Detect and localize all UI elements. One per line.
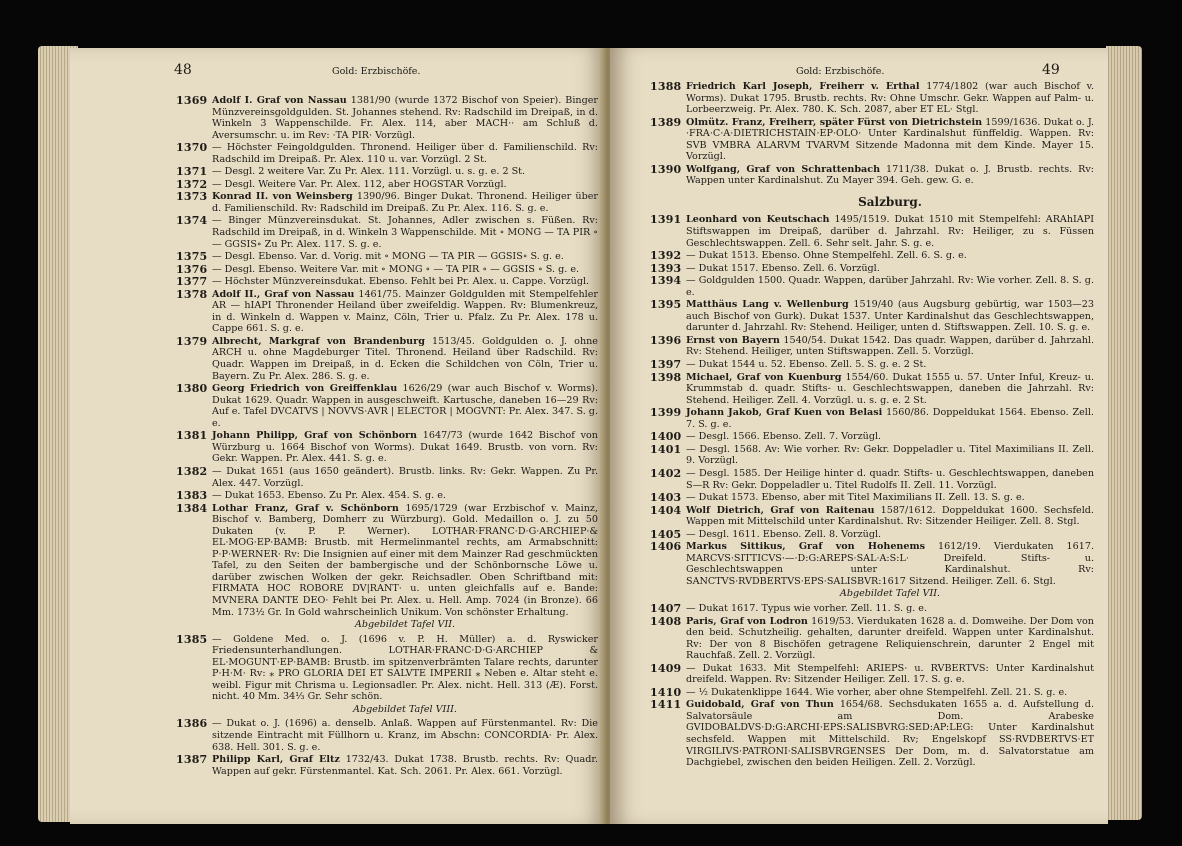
entry-number: 1388 (650, 80, 682, 93)
entry-text: — Desgl. 1568. Av: Wie vorher. Rv: Gekr. Doppeladler u. Titel Maximilians II. Zell. 9. Vorzügl. (686, 443, 1094, 467)
catalog-entry (176, 215, 598, 250)
entry-title: Markus Sittikus, Graf von Hohenems (686, 541, 926, 553)
entry-number: 1375 (176, 250, 208, 264)
plate-caption: Abgebildet Tafel VII. (839, 588, 941, 600)
entry-number: 1395 (650, 298, 682, 312)
entry-number: 1378 (176, 287, 208, 301)
catalog-entry (650, 250, 1094, 262)
entry-number: 1403 (650, 491, 682, 505)
entry-text: 1626/29 (war auch Bischof v. Worms). Dukat 1629. Quadr. Wappen in ausgeschweift. Kartusche, daneben 16—29 Rv: Auf e. Tafel DVCATVS | NOVVS·AVR | ELECTOR | MOGVNT: Pr. Alex. 347. S. g. e. (212, 383, 599, 429)
entry-text: 1390/96. Binger Dukat. Thronend. Heiliger über d. Familienschild. Rv: Radschild im Dreipaß. Zu Pr. Alex. 116. S. g. e. (212, 191, 598, 214)
entry-text: — Desgl. 2 weitere Var. Zu Pr. Alex. 111. Vorzügl. u. s. g. e. 2 St. (212, 166, 526, 178)
entry-text: — Dukat 1633. Mit Stempelfehl: ARIEPS· u. RVBERTVS: Unter Kardinalshut dreifeld. Wappen. Rv: Sitzender Heiliger. Zell. 17. S. g. e. (686, 662, 1094, 686)
entry-title: Wolf Dietrich, Graf von Raitenau (686, 504, 875, 516)
entry-number: 1406 (650, 540, 682, 554)
catalog-entry (650, 687, 1094, 699)
entry-number: 1410 (650, 685, 682, 699)
catalog-entry (176, 276, 598, 288)
entry-text: 1540/54. Dukat 1542. Das quadr. Wappen, darüber d. Jahrzahl. Rv: Stehend. Heiliger, unten Stiftswappen. Zell. 5. Vorzügl. (686, 334, 1094, 358)
entry-number: 1390 (650, 162, 682, 176)
entry-title: Olmütz. Franz, Freiherr, später Fürst von Dietrichstein (686, 116, 983, 128)
catalog-entry (650, 603, 1094, 615)
catalog-entry (176, 95, 598, 141)
entry-number: 1387 (176, 753, 208, 767)
plate-caption: Abgebildet Tafel VIII. (353, 703, 457, 715)
entry-number: 1389 (650, 115, 682, 129)
entry-title: Konrad II. von Weinsberg (212, 191, 353, 203)
entry-title: Leonhard von Keutschach (686, 214, 830, 226)
catalog-entry (176, 289, 598, 335)
catalog-entry (650, 214, 1094, 249)
entry-text: 1599/1636. Dukat o. J. ·FRA·C·A·DIETRICHSTAIN·EP·OLO· Unter Kardinalshut fünffeldig. Wappen. Rv: SVB VMBRA ALARVM TVARVM Sitzende Madonna mit dem Kinde. Mayer 15. Vorzügl. (686, 116, 1094, 163)
entry-text: 1619/53. Vierdukaten 1628 a. d. Domweihe. Der Dom von den beid. Schutzheilig. gehalten, darunter dreifeld. Wappen unter Kardinalshut. Rv: Der von 8 Bischöfen getragene Reliquienschrein, darunter 2 Engel mit Rauchfaß. Zell. 2. Vorzügl. (686, 615, 1094, 662)
entry-text: — Dukat 1573. Ebenso, aber mit Titel Maximilians II. Zell. 13. S. g. e. (686, 492, 1025, 504)
entry-title: Matthäus Lang v. Wellenburg (686, 299, 849, 311)
catalog-entry (650, 492, 1094, 504)
catalog-entry (176, 466, 598, 489)
entry-number: 1402 (650, 466, 682, 480)
catalog-entry (176, 264, 598, 276)
entry-title: Georg Friedrich von Greiffenklau (212, 383, 398, 395)
entry-number: 1386 (176, 717, 208, 731)
entry-number: 1394 (650, 274, 682, 288)
catalog-entry (650, 468, 1094, 491)
right-page (610, 48, 1108, 824)
entry-title: Lothar Franz, Graf v. Schönborn (212, 502, 399, 514)
catalog-entry (176, 490, 598, 502)
entry-number: 1382 (176, 464, 208, 478)
left-page (70, 48, 606, 824)
entry-number: 1373 (176, 190, 208, 204)
left-entries (176, 95, 598, 778)
page-edges-right (1106, 46, 1142, 820)
entry-number: 1397 (650, 358, 682, 372)
catalog-entry (176, 336, 598, 382)
entry-number: 1374 (176, 214, 208, 228)
entry-text: — ¹⁄₂ Dukatenklippe 1644. Wie vorher, aber ohne Stempelfehl. Zell. 21. S. g. e. (686, 686, 1068, 698)
entry-text: — Binger Münzvereinsdukat. St. Johannes, Adler zwischen s. Füßen. Rv: Radschild im Dreipaß, in d. Winkeln 3 Wappenschilde. Mit ∘ MONG — TA PIR ∘ — GGSIS∘ Zu Pr. Alex. 117. S. g. e. (212, 215, 598, 250)
entry-text: — Desgl. Weitere Var. Pr. Alex. 112, aber HOGSTAR Vorzügl. (212, 178, 507, 190)
right-entries (650, 81, 1094, 770)
catalog-entry (176, 754, 598, 777)
entry-title: Friedrich Karl Joseph, Freiherr v. Erthal (686, 81, 920, 92)
entry-number: 1408 (650, 614, 682, 628)
plate-caption: Abgebildet Tafel VII. (354, 619, 456, 631)
catalog-entry (650, 444, 1094, 467)
entry-title: Johann Jakob, Graf Kuen von Belasi (686, 407, 883, 419)
entry-number: 1383 (176, 489, 208, 503)
catalog-entry (650, 372, 1094, 407)
catalog-entry (176, 191, 598, 214)
entry-text: 1495/1519. Dukat 1510 mit Stempelfehl: ARAhIAPI Stiftswappen im Dreipaß, darüber d. Jahrzahl. Rv: Heiliger, zu s. Füssen Geschlechtswappen. Zell. 6. Sehr selt. Jahr. S. g. e. (686, 214, 1094, 249)
catalog-entry (176, 503, 598, 618)
entry-text: — Höchster Feingoldgulden. Thronend. Heiliger über d. Familienschild. Rv: Radschild im Dreipaß. Pr. Alex. 110 u. var. Vorzügl. 2 St. (212, 142, 598, 165)
entry-text: — Desgl. 1611. Ebenso. Zell. 8. Vorzügl. (686, 528, 882, 540)
catalog-entry (650, 663, 1094, 686)
entry-number: 1384 (176, 501, 208, 515)
entry-number: 1401 (650, 442, 682, 456)
entry-title: Guidobald, Graf von Thun (686, 699, 834, 711)
entry-text: — Desgl. 1585. Der Heilige hinter d. quadr. Stifts- u. Geschlechtswappen, daneben S—R Rv: Gekr. Doppeladler u. Titel Rudolfs II. Zell. 11. Vorzügl. (686, 467, 1094, 491)
entry-number: 1404 (650, 503, 682, 517)
entry-number: 1396 (650, 333, 682, 347)
entry-text: 1647/73 (wurde 1642 Bischof von Würzburg u. 1664 Bischof von Worms). Dukat 1649. Brustb. von vorn. Rv: Gekr. Wappen. Pr. Alex. 441. S. g. e. (212, 430, 598, 465)
catalog-entry (650, 81, 1094, 116)
catalog-entry (650, 616, 1094, 662)
entry-text: — Dukat 1517. Ebenso. Zell. 6. Vorzügl. (686, 262, 880, 274)
entry-number: 1371 (176, 165, 208, 179)
entry-number: 1391 (650, 213, 682, 227)
catalog-entry (650, 505, 1094, 528)
entry-number: 1405 (650, 527, 682, 541)
entry-text: 1774/1802 (war auch Bischof v. Worms). Dukat 1795. Brustb. rechts. Rv: Ohne Umschr. Gekr. Wappen auf Palm- u. Lorbeerzweig. Pr. Alex. 780. K. Sch. 2087, aber ET EL· Stgl. (686, 81, 1094, 116)
entry-text: 1560/86. Doppeldukat 1564. Ebenso. Zell. 7. S. g. e. (686, 407, 1094, 430)
entry-text: 1519/40 (aus Augsburg gebürtig, war 1503—23 auch Bischof von Gurk). Dukat 1537. Unter Kardinalshut das Geschlechtswappen, darunter d. Jahrzahl. Rv: Stehend. Heiliger, unten d. Stiftswappen. Zell. 10. S. g. e. (686, 299, 1094, 334)
entry-title: Philipp Karl, Graf Eltz (212, 754, 340, 766)
entry-text: 1513/45. Goldgulden o. J. ohne ARCH u. ohne Magdeburger Titel. Thronend. Heiland über Radschild. Rv: Quadr. Wappen im Dreipaß, in d. Ecken die Schildchen von Cöln, Trier u. Bayern. Zu Pr. Alex. 286. S. g. e. (212, 335, 598, 382)
entry-text: — Goldgulden 1500. Quadr. Wappen, darüber Jahrzahl. Rv: Wie vorher. Zell. 8. S. g. e. (686, 275, 1094, 298)
right-page-number: 49 (1042, 62, 1060, 78)
entry-text: 1381/90 (wurde 1372 Bischof von Speier). Binger Münzvereinsgoldgulden. St. Johannes stehend. Rv: Radschild im Dreipaß, in d. Winkeln 3 Wappenschilde. Fr. Alex. 114, aber MACH·· am Schluß d. Aversumschr. u. im Rev: ·TA PIR· Vorzügl. (212, 95, 598, 141)
catalog-entry (650, 275, 1094, 298)
catalog-entry (176, 142, 598, 165)
entry-text: — Dukat 1513. Ebenso. Ohne Stempelfehl. Zell. 6. S. g. e. (686, 250, 967, 262)
entry-text: — Dukat 1544 u. 52. Ebenso. Zell. 5. S. g. e. 2 St. (686, 359, 927, 371)
catalog-entry (650, 431, 1094, 443)
left-page-header: Gold: Erzbischöfe. (332, 66, 421, 77)
entry-text: — Goldene Med. o. J. (1696 v. P. H. Müller) a. d. Ryswicker Friedensunterhandlungen. LOTHAR·FRANC·D·G·ARCHIEP & EL·MOGUNT·EP·BAMB: Brustb. im spitzenverbrämten Talare rechts, darunter P·H·M· Rv: ⁎ PRO GLORIA DEI ET SALVTE IMPERII ⁎ Neben e. Altar steht e. weibl. Figur mit Chrisma u. Legionsadler. Pr. Alex. nicht. Hell. 313 (Æ). Forst. nicht. 40 Mm. 34⅓ Gr. Sehr schön. (212, 633, 598, 703)
catalog-entry (176, 634, 598, 703)
entry-number: 1392 (650, 249, 682, 263)
catalog-entry (650, 263, 1094, 275)
catalog-entry (176, 251, 598, 263)
catalog-entry (176, 718, 598, 753)
right-entries-salzburg (650, 214, 1094, 768)
entry-text: 1711/38. Dukat o. J. Brustb. rechts. Rv: Wappen unter Kardinalshut. Zu Mayer 394. Geh. gew. G. e. (686, 163, 1094, 187)
entry-title: Michael, Graf von Kuenburg (686, 371, 842, 383)
entry-title: Adolf II., Graf von Nassau (212, 288, 355, 300)
entry-title: Adolf I. Graf von Nassau (212, 95, 347, 106)
entry-text: — Desgl. Ebenso. Var. d. Vorig. mit ∘ MONG — TA PIR — GGSIS∘ S. g. e. (212, 251, 564, 263)
entry-text: 1732/43. Dukat 1738. Brustb. rechts. Rv: Quadr. Wappen auf gekr. Fürstenmantel. Kat. Sch. 2061. Pr. Alex. 661. Vorzügl. (212, 754, 598, 777)
catalog-entry (650, 164, 1094, 187)
entry-number: 1407 (650, 601, 682, 615)
entry-title: Paris, Graf von Lodron (686, 615, 808, 627)
catalog-entry (176, 430, 598, 465)
entry-number: 1399 (650, 406, 682, 420)
entry-number: 1385 (176, 632, 208, 646)
entry-title: Wolfgang, Graf von Schrattenbach (686, 163, 881, 175)
entry-text: — Dukat 1653. Ebenso. Zu Pr. Alex. 454. S. g. e. (212, 490, 446, 502)
catalog-entry (650, 335, 1094, 358)
entry-number: 1398 (650, 370, 682, 384)
entry-text: 1587/1612. Doppeldukat 1600. Sechsfeld. Wappen mit Mittelschild unter Kardinalshut. Rv: Sitzender Heiliger. Zell. 8. Stgl. (686, 504, 1094, 528)
entry-text: 1461/75. Mainzer Goldgulden mit Stempelfehler AR — hIAPI Thronender Heiland über zweifeldig. Wappen. Rv: Blumenkreuz, in d. Winkeln d. Wappen v. Mainz, Cöln, Trier u. Pfalz. Zu Pr. Alex. 178 u. Cappe 661. S. g. e. (212, 288, 598, 335)
entry-number: 1376 (176, 262, 208, 276)
catalog-entry (176, 383, 598, 429)
entry-text: — Dukat o. J. (1696) a. denselb. Anlaß. Wappen auf Fürstenmantel. Rv: Die sitzende Eintracht mit Füllhorn u. Kranz, im Abschn: CONCORDIA· Pr. Alex. 638. Hell. 301. S. g. e. (212, 718, 598, 753)
entry-number: 1370 (176, 141, 208, 155)
entry-title: Albrecht, Markgraf von Brandenburg (212, 335, 425, 347)
catalog-entry (176, 166, 598, 178)
left-page-number: 48 (174, 62, 192, 78)
catalog-entry (650, 699, 1094, 768)
entry-title: Johann Philipp, Graf von Schönborn (212, 430, 418, 442)
entry-number: 1381 (176, 429, 208, 443)
entry-text: 1654/68. Sechsdukaten 1655 a. d. Aufstellung d. Salvatorsäule am Dom. Arabeske GVIDOBALDVS·D:G:ARCHI·EPS:SALISBVRG:SED:AP:LEG: Unter Kardinalshut sechsfeld. Wappen mit Mittelschild. Rv; Engelskopf SS·RVDBERTVS·ET VIRGILIVS·PATRONI·SALISBVRGENSES Der Dom, m. d. Salvatorstatue am Dachgiebel, zwischen den beiden Heiligen. Zell. 2. Vorzügl. (686, 699, 1094, 769)
entry-number: 1380 (176, 382, 208, 396)
entry-text: — Desgl. Ebenso. Weitere Var. mit ∘ MONG ∘ — TA PIR ∘ — GGSIS ∘ S. g. e. (212, 263, 580, 275)
entry-number: 1379 (176, 334, 208, 348)
entry-text: — Dukat 1651 (aus 1650 geändert). Brustb. links. Rv: Gekr. Wappen. Zu Pr. Alex. 447. Vorzügl. (212, 465, 598, 489)
catalog-entry (650, 407, 1094, 430)
entry-text: 1612/19. Vierdukaten 1617. MARCVS·SITTICVS·—·D:G:AREPS·SAL·A:S:L· Dreifeld. Stifts- u. Geschlechtswappen unter Kardinalshut. Rv: SANCTVS·RVDBERTVS·EPS·SALISBVR:1617 Sitzend. Heiliger. Zell. 6. Stgl. (686, 541, 1094, 587)
catalog-entry (650, 529, 1094, 541)
entry-text: 1554/60. Dukat 1555 u. 57. Unter Inful, Kreuz- u. Krummstab d. quadr. Stifts- u. Geschlechtswappen, daneben die Jahrzahl. Rv: Stehend. Heiliger. Zell. 4. Vorzügl. u. s. g. e. 2 St. (686, 371, 1094, 406)
section-title-salzburg: Salzburg. (858, 194, 922, 209)
catalog-entry (650, 299, 1094, 334)
entry-number: 1369 (176, 94, 208, 107)
entry-number: 1409 (650, 661, 682, 675)
right-page-header: Gold: Erzbischöfe. (796, 66, 885, 77)
catalog-entry (650, 541, 1094, 587)
catalog-entry (650, 117, 1094, 163)
entry-number: 1400 (650, 430, 682, 444)
entry-number: 1393 (650, 261, 682, 275)
entry-text: — Desgl. 1566. Ebenso. Zell. 7. Vorzügl. (686, 431, 882, 443)
entry-text: 1695/1729 (war Erzbischof v. Mainz, Bischof v. Bamberg, Domherr zu Würzburg). Gold. Medaillon o. J. zu 50 Dukaten (v. P. P. Werner). LOTHAR·FRANC·D·G·ARCHIEP·& EL·MOG·EP·BAMB: Brustb. mit Hermelinmantel rechts, am Armabschnitt: P·P·WERNER· Rv: Die Insignien auf einer mit dem Mainzer Rad geschmückten Tafel, zu den Seiten der bambergische und der Schönbornsche Löwe u. darüber zwischen Wolken der gekr. Reichsadler. Oben Schriftband mit: FIRMATA HOC ROBORE DV|RANT· u. unten gleichfalls auf e. Bande: MVNERA DANTE DEO· Fehlt bei Pr. Alex. u. Hell. Amp. 7024 (in Bronze). 66 Mm. 173½ Gr. In Gold wahrscheinlich Unikum. Von schönster Erhaltung. (212, 502, 598, 618)
entry-number: 1372 (176, 177, 208, 191)
entry-title: Ernst von Bayern (686, 334, 780, 346)
entry-number: 1377 (176, 275, 208, 289)
entry-text: — Höchster Münzvereinsdukat. Ebenso. Fehlt bei Pr. Alex. u. Cappe. Vorzügl. (212, 276, 590, 288)
entry-text: — Dukat 1617. Typus wie vorher. Zell. 11. S. g. e. (686, 602, 928, 614)
catalog-entry (650, 359, 1094, 371)
catalog-entry (176, 179, 598, 191)
right-entries-erzbischoefe (650, 81, 1094, 187)
entry-number: 1411 (650, 698, 682, 712)
